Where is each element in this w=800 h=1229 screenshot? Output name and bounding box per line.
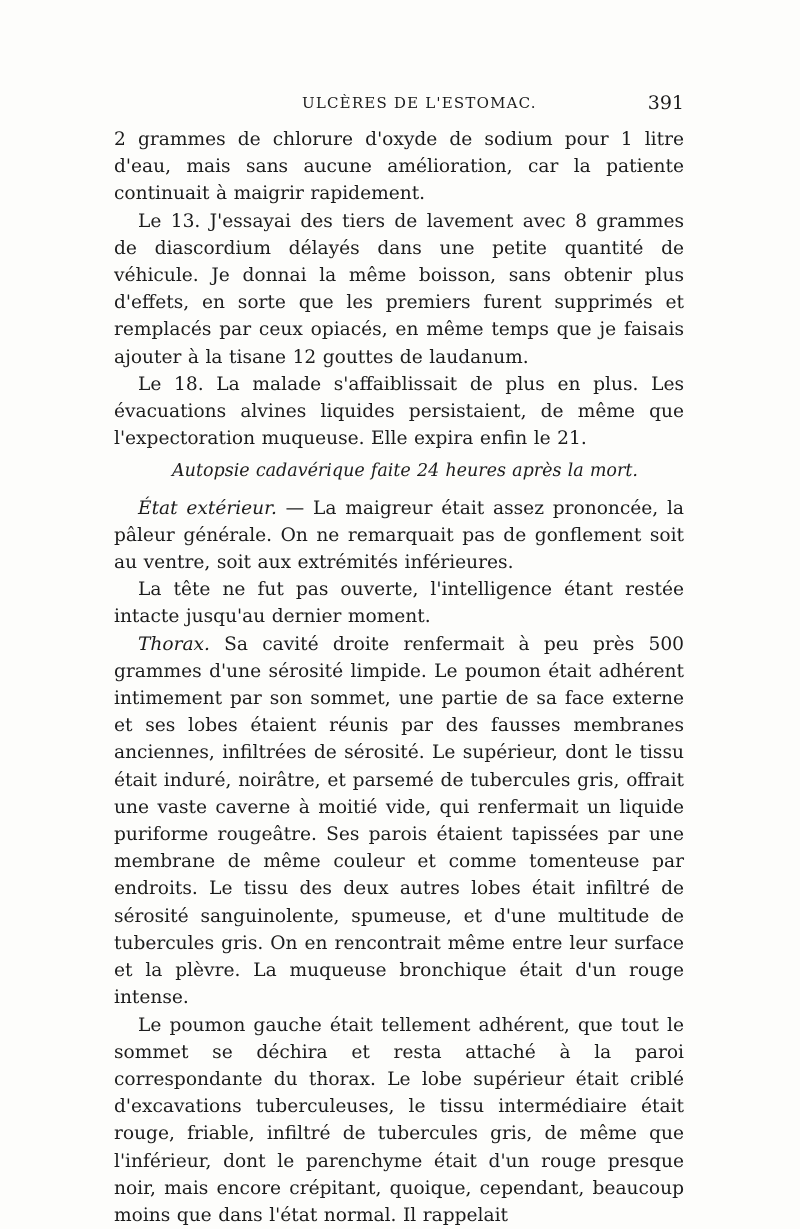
paragraph-4-text: — La maigreur était assez prononcée, la pâleur générale. On ne remarquait pas de gonflement soit au ventre, soit aux extrémités inférieures. [114,498,684,573]
book-page [114,92,684,1229]
paragraph-7: Le poumon gauche était tellement adhérent, que tout le sommet se déchira et resta attaché à la paroi correspondante du thorax. Le lobe supérieur était criblé d'excavations tuberculeuses, le tissu intermédiaire était rouge, friable, infiltré de tubercules gris, de même que l'inférieur, dont le parenchyme était d'un rouge presque noir, mais encore crépitant, quoique, cependant, beaucoup moins que dans l'état normal. Il rappelait [114,1012,684,1229]
running-title: ULCÈRES DE L'ESTOMAC. [302,94,537,112]
paragraph-4-lead: État extérieur. [138,498,277,519]
running-head [114,92,684,126]
paragraph-6-lead: Thorax. [138,634,210,655]
paragraph-6 [114,631,684,1012]
page-number: 391 [648,92,684,114]
paragraph-1: 2 grammes de chlorure d'oxyde de sodium pour 1 litre d'eau, mais sans aucune amélioration, car la patiente continuait à maigrir rapidement. [114,126,684,208]
paragraph-3: Le 18. La malade s'affaiblissait de plus en plus. Les évacuations alvines liquides persistaient, de même que l'expectoration muqueuse. Elle expira enfin le 21. [114,371,684,453]
paragraph-5: La tête ne fut pas ouverte, l'intelligence étant restée intacte jusqu'au dernier moment. [114,576,684,630]
paragraph-4 [114,495,684,577]
paragraph-6-text: Sa cavité droite renfermait à peu près 500 grammes d'une sérosité limpide. Le poumon était adhérent intimement par son sommet, une partie de sa face externe et ses lobes étaient réunis par des fausses membranes anciennes, infiltrées de sérosité. Le supérieur, dont le tissu était induré, noirâtre, et parsemé de tubercules gris, offrait une vaste caverne à moitié vide, qui renfermait un liquide puriforme rougeâtre. Ses parois étaient tapissées par une membrane de même couleur et comme tomenteuse par endroits. Le tissu des deux autres lobes était infiltré de sérosité sanguinolente, spumeuse, et d'une multitude de tubercules gris. On en rencontrait même entre leur surface et la plèvre. La muqueuse bronchique était d'un rouge intense. [114,634,684,1009]
paragraph-2: Le 13. J'essayai des tiers de lavement avec 8 grammes de diascordium délayés dans une petite quantité de véhicule. Je donnai la même boisson, sans obtenir plus d'effets, en sorte que les premiers furent supprimés et remplacés par ceux opiacés, en même temps que je faisais ajouter à la tisane 12 gouttes de laudanum. [114,208,684,371]
page-body [114,126,684,1229]
section-heading: Autopsie cadavérique faite 24 heures après la mort. [114,458,684,485]
